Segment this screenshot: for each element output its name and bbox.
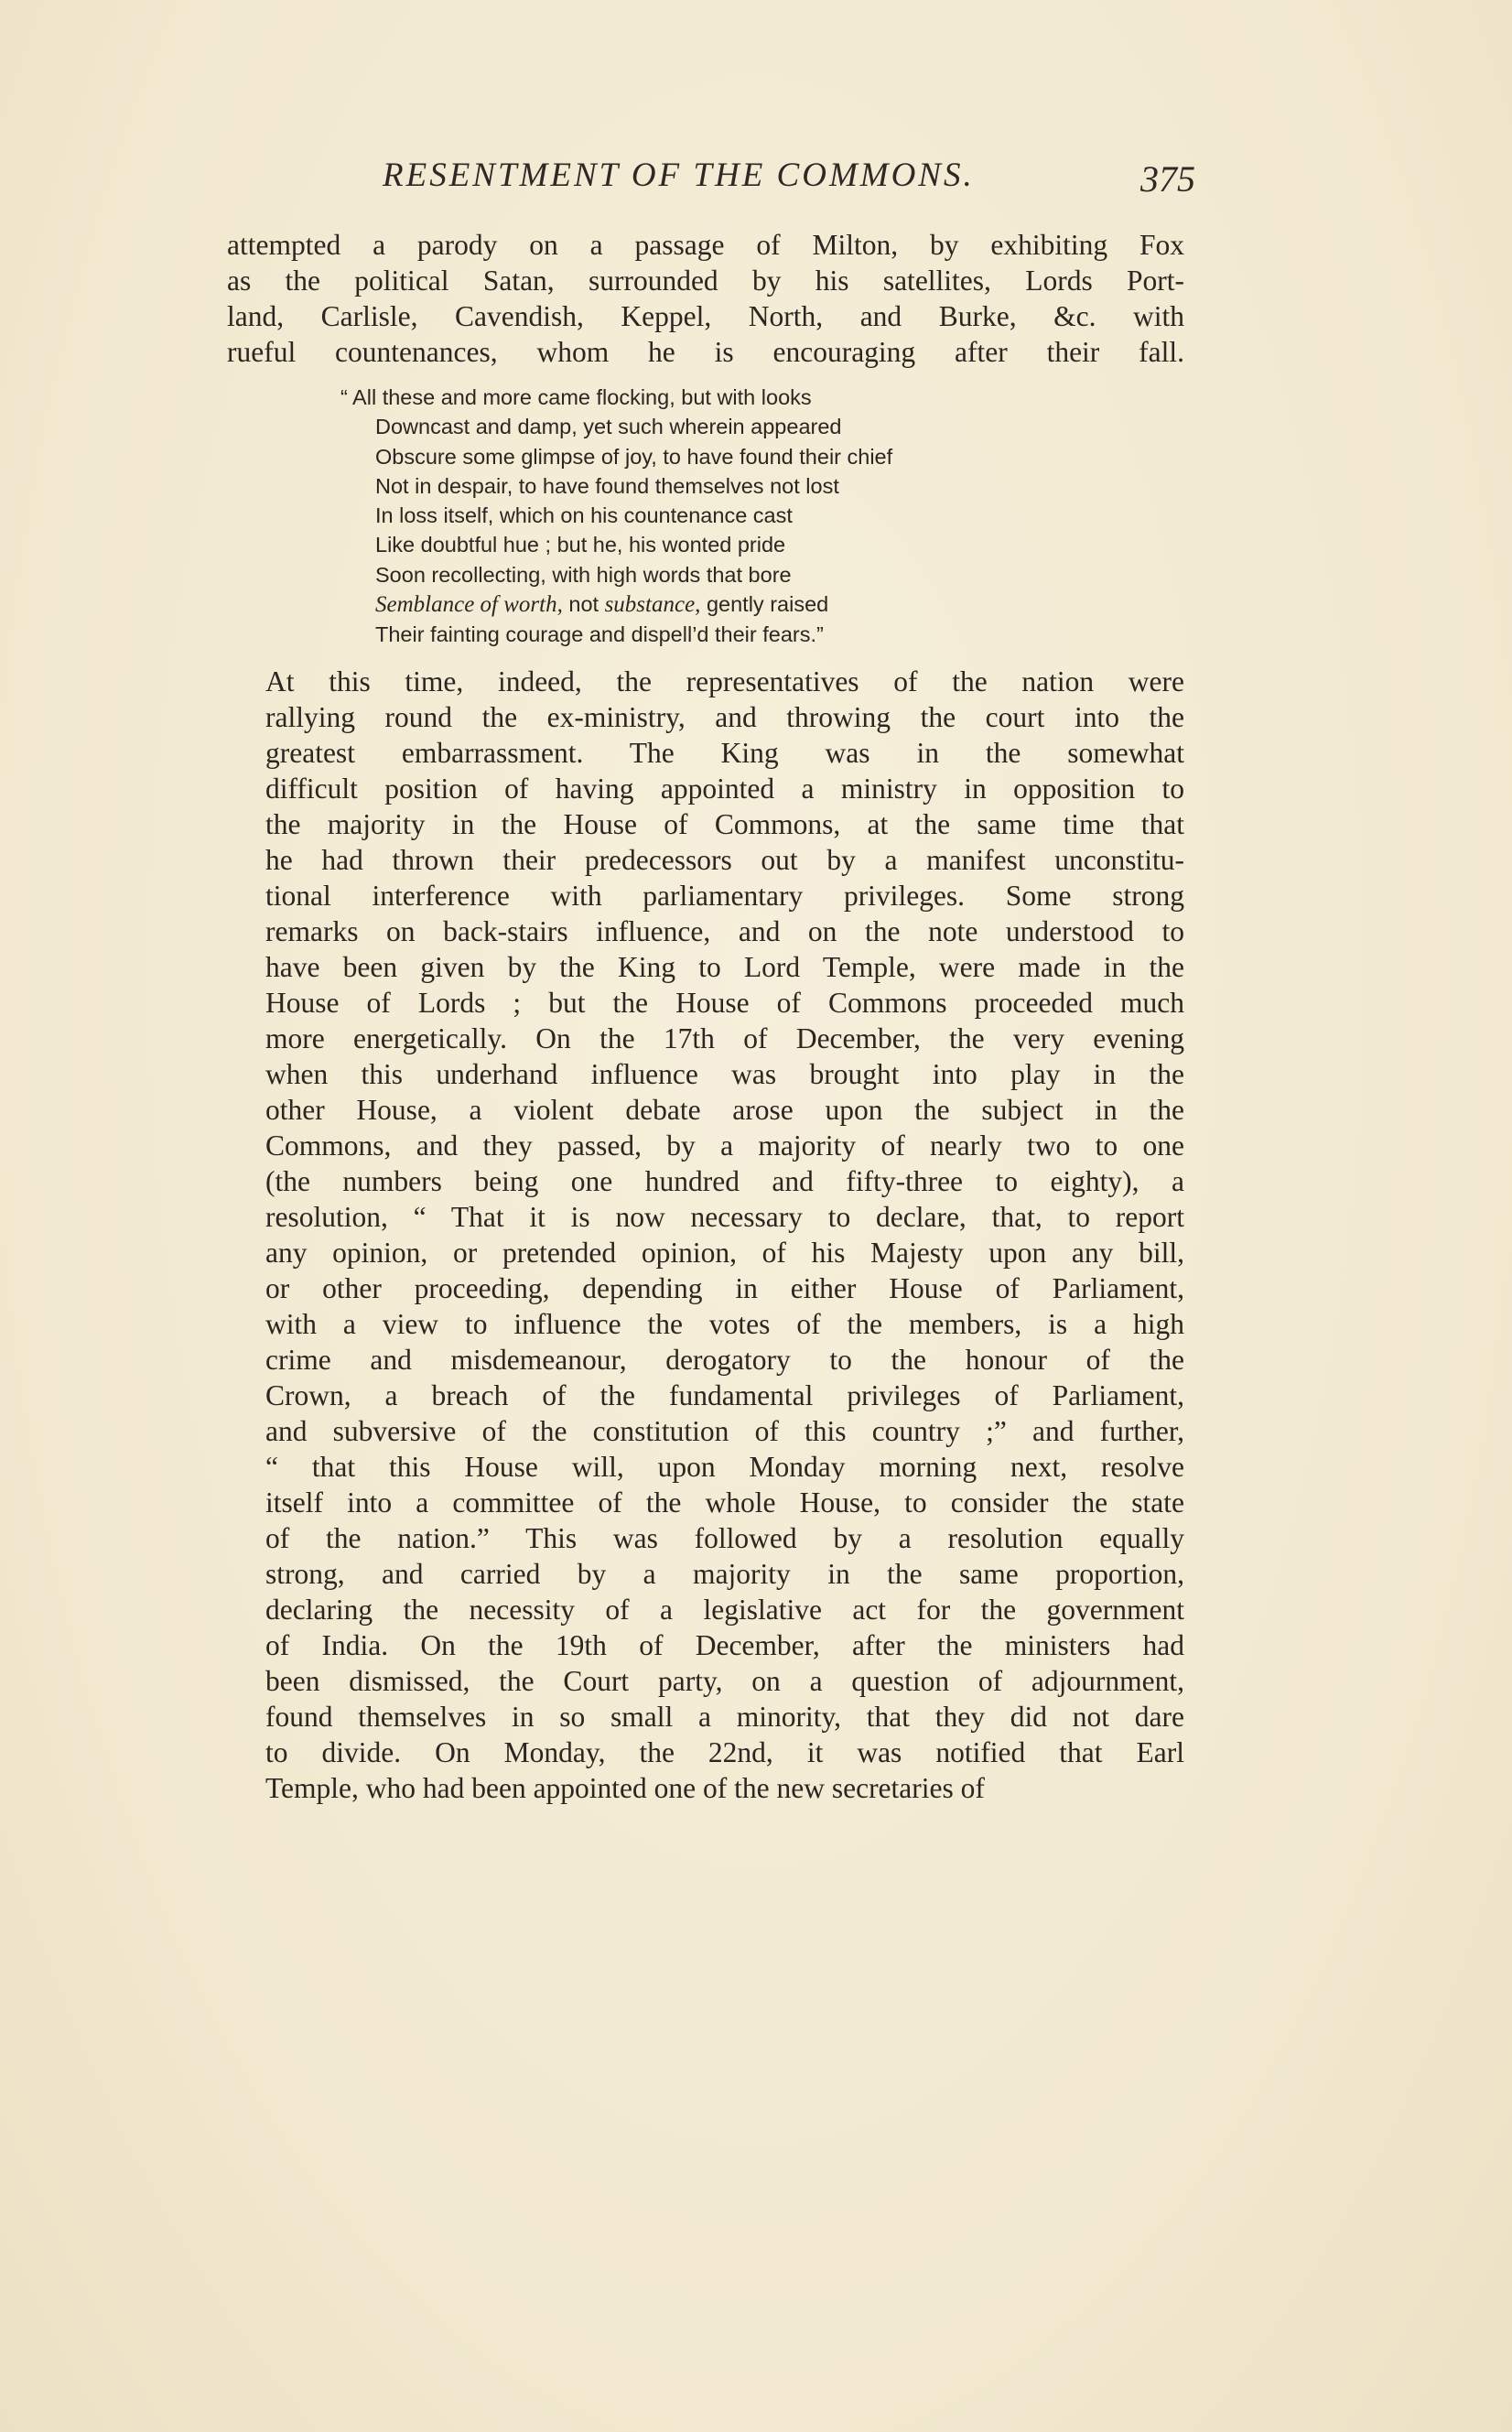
text-line: the majority in the House of Commons, at the same time that (265, 808, 1184, 840)
page-number: 375 (1140, 158, 1195, 200)
text-line: rueful countenances, whom he is encouraging after their fall. (227, 336, 1184, 368)
italic-phrase: substance, (604, 592, 701, 618)
verse-line: Soon recollecting, with high words that bore (375, 562, 792, 587)
text-line: (the numbers being one hundred and fifty-three to eighty), a (265, 1165, 1184, 1197)
text-line: been dismissed, the Court party, on a question of adjournment, (265, 1665, 1184, 1697)
text-line: House of Lords ; but the House of Commons proceeded much (265, 987, 1184, 1019)
running-head (227, 156, 1195, 211)
text-line: Temple, who had been appointed one of the new secretaries of (265, 1772, 985, 1804)
text-line: and subversive of the constitution of this country ;” and further, (265, 1415, 1184, 1447)
text-line: strong, and carried by a majority in the same proportion, (265, 1558, 1184, 1590)
verse-line: Not in despair, to have found themselves not lost (375, 473, 839, 498)
text-line: rallying round the ex-ministry, and throwing the court into the (265, 701, 1184, 733)
text-line: attempted a parody on a passage of Milton, by exhibiting Fox (227, 229, 1184, 261)
text-line: when this underhand influence was brought into play in the (265, 1058, 1184, 1090)
text-line: have been given by the King to Lord Temple, were made in the (265, 951, 1184, 983)
verse-line: Downcast and damp, yet such wherein appeared (375, 415, 842, 439)
verse-text: not (562, 592, 605, 617)
running-title: RESENTMENT OF THE COMMONS. (383, 157, 975, 194)
verse-line: “ All these and more came flocking, but with looks (340, 385, 812, 409)
verse-line: Obscure some glimpse of joy, to have found their chief (375, 444, 893, 469)
verse-line: In loss itself, which on his countenance cast (375, 503, 793, 528)
verse-line: Their fainting courage and dispell’d their fears.” (375, 622, 824, 647)
text-line: found themselves in so small a minority, that they did not dare (265, 1701, 1184, 1733)
text-line: he had thrown their predecessors out by a manifest unconstitu- (265, 844, 1184, 876)
text-line: resolution, “ That it is now necessary to declare, that, to report (265, 1201, 1184, 1233)
text-line: crime and misdemeanour, derogatory to the honour of the (265, 1344, 1184, 1376)
text-line: to divide. On Monday, the 22nd, it was notified that Earl (265, 1736, 1184, 1768)
text-line: Commons, and they passed, by a majority of nearly two to one (265, 1130, 1184, 1162)
text-line: with a view to influence the votes of the members, is a high (265, 1308, 1184, 1340)
text-line: of the nation.” This was followed by a resolution equally (265, 1522, 1184, 1554)
text-line: land, Carlisle, Cavendish, Keppel, North, and Burke, &c. with (227, 300, 1184, 332)
text-line: At this time, indeed, the representatives of the nation were (265, 665, 1184, 697)
text-line: of India. On the 19th of December, after the ministers had (265, 1629, 1184, 1661)
verse-line-italic (340, 589, 1164, 620)
text-line: remarks on back-stairs influence, and on the note understood to (265, 915, 1184, 947)
text-line: other House, a violent debate arose upon the subject in the (265, 1094, 1184, 1126)
text-line: itself into a committee of the whole House, to consider the state (265, 1486, 1184, 1519)
text-line: difficult position of having appointed a ministry in opposition to (265, 773, 1184, 805)
text-line: “ that this House will, upon Monday morning next, resolve (265, 1451, 1184, 1483)
verse-text: gently raised (700, 592, 829, 617)
paragraph-main (227, 664, 1184, 1806)
paragraph-intro (227, 227, 1184, 370)
text-line: as the political Satan, surrounded by his satellites, Lords Port- (227, 265, 1184, 297)
verse-quotation (340, 383, 1164, 650)
text-line: or other proceeding, depending in either House of Parliament, (265, 1272, 1184, 1304)
text-line: more energetically. On the 17th of December, the very evening (265, 1022, 1184, 1054)
verse-line: Like doubtful hue ; but he, his wonted pride (375, 533, 786, 557)
text-line: tional interference with parliamentary privileges. Some strong (265, 880, 1184, 912)
text-line: Crown, a breach of the fundamental privileges of Parliament, (265, 1379, 1184, 1411)
text-line: greatest embarrassment. The King was in the somewhat (265, 737, 1184, 769)
italic-phrase: Semblance of worth, (375, 592, 563, 618)
text-line: declaring the necessity of a legislative act for the government (265, 1594, 1184, 1626)
text-line: any opinion, or pretended opinion, of his Majesty upon any bill, (265, 1237, 1184, 1269)
